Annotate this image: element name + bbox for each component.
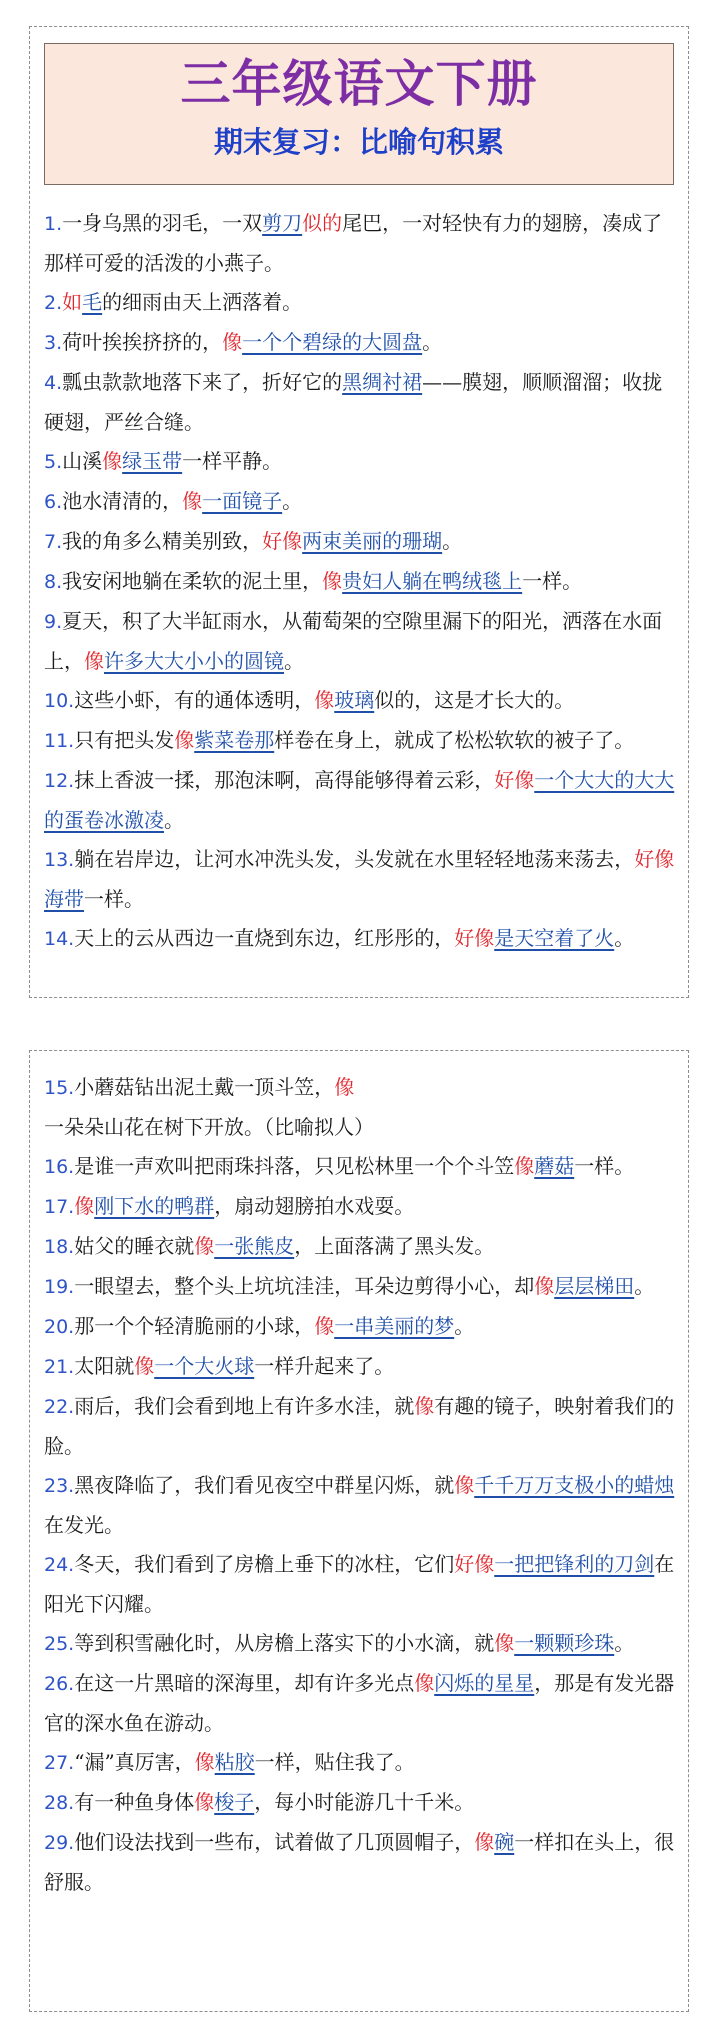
- item-number: 10.: [44, 690, 75, 712]
- sentence-text: 黑夜降临了，我们看见夜空中群星闪烁，就: [74, 1473, 455, 1497]
- item-number: 18.: [44, 1236, 75, 1258]
- sentence-text: “漏”真厉害，: [74, 1750, 195, 1774]
- simile-item: [44, 1347, 680, 1387]
- sentence-text: 池水清清的，: [62, 489, 183, 513]
- sentence-text: 一眼望去，整个头上坑坑洼洼，耳朵边剪得小心，却: [74, 1274, 535, 1298]
- simile-keyword: 像: [194, 1234, 215, 1258]
- sentence-text: 。: [614, 1631, 635, 1655]
- sentence-text: 太阳就: [74, 1354, 135, 1378]
- sentence-text: 一样。: [84, 887, 144, 911]
- simile-vehicle: 一张熊皮: [214, 1234, 295, 1258]
- simile-item: [44, 1545, 680, 1624]
- sentence-text: 尾巴，一对轻快有力的翅膀，凑成了那样可爱的活泼的小燕子。: [44, 211, 663, 275]
- sentence-text: 夏天，积了大半缸雨水，从葡萄架的空隙里漏下的阳光，洒落在水面上，: [44, 609, 663, 673]
- simile-keyword: 似的: [302, 211, 343, 235]
- simile-item: [44, 1147, 680, 1187]
- simile-vehicle: 一把把锋利的刀剑: [494, 1552, 655, 1576]
- simile-list-1: [44, 204, 680, 959]
- simile-vehicle: 黑绸衬裙: [342, 370, 423, 394]
- simile-item: [44, 1267, 680, 1307]
- item-number: 5.: [44, 451, 63, 473]
- item-number: 19.: [44, 1276, 75, 1298]
- simile-keyword: 好像: [262, 529, 303, 553]
- simile-item: [44, 482, 680, 522]
- simile-keyword: 像: [334, 1075, 355, 1099]
- item-number: 22.: [44, 1396, 75, 1418]
- simile-vehicle: 粘胶: [214, 1750, 255, 1774]
- sentence-text: 有一种鱼身体: [74, 1790, 195, 1814]
- sentence-text: ，每小时能游几十千米。: [254, 1790, 475, 1814]
- simile-keyword: 像: [494, 1631, 515, 1655]
- sentence-text: 这些小虾，有的通体透明，: [74, 688, 315, 712]
- sentence-text: 只有把头发: [74, 728, 175, 752]
- simile-vehicle: 一颗颗珍珠: [514, 1631, 615, 1655]
- sentence-text: 我安闲地躺在柔软的泥土里，: [62, 569, 323, 593]
- item-number: 8.: [44, 571, 63, 593]
- simile-item: [44, 522, 680, 562]
- item-number: 20.: [44, 1316, 75, 1338]
- sentence-text: ，那是有发光器官的深水鱼在游动。: [44, 1671, 675, 1735]
- sentence-text: 。: [164, 808, 184, 832]
- item-number: 21.: [44, 1356, 75, 1378]
- sentence-text: 。: [442, 529, 463, 553]
- simile-item: [44, 1783, 680, 1823]
- simile-item: [44, 681, 680, 721]
- simile-vehicle: 一面镜子: [202, 489, 283, 513]
- sentence-text: 在这一片黑暗的深海里，却有许多光点: [74, 1671, 415, 1695]
- simile-item: [44, 1307, 680, 1347]
- item-number: 3.: [44, 332, 63, 354]
- item-number: 17.: [44, 1196, 75, 1218]
- sentence-text: 躺在岩岸边，让河水冲洗头发，头发就在水里轻轻地荡来荡去，: [74, 847, 635, 871]
- simile-vehicle: 紫菜卷那: [194, 728, 275, 752]
- sentence-text: ，扇动翅膀拍水戏耍。: [214, 1194, 415, 1218]
- sentence-text: 是谁一声欢叫把雨珠抖落，只见松林里一个个斗笠: [74, 1154, 515, 1178]
- sentence-text: 一样扣在头上，很舒服。: [44, 1830, 675, 1894]
- sentence-text: 我的角多么精美别致，: [62, 529, 263, 553]
- simile-vehicle: 是天空着了火: [494, 926, 615, 950]
- simile-vehicle: 闪烁的星星: [434, 1671, 535, 1695]
- simile-vehicle: 刚下水的鸭群: [94, 1194, 215, 1218]
- sentence-text: 在发光。: [44, 1513, 124, 1537]
- simile-list-2: [44, 1068, 680, 1902]
- item-number: 6.: [44, 491, 63, 513]
- item-number: 12.: [44, 770, 75, 792]
- sentence-text: 一样平静。: [182, 449, 283, 473]
- item-number: 7.: [44, 531, 63, 553]
- item-number: 26.: [44, 1673, 75, 1695]
- simile-keyword: 像: [514, 1154, 535, 1178]
- simile-keyword: 像: [314, 1314, 335, 1338]
- title-banner: [44, 43, 674, 185]
- simile-item: [44, 363, 680, 442]
- sentence-text: 样卷在身上，就成了松松软软的被子了。: [274, 728, 635, 752]
- page-title: 三年级语文下册: [180, 55, 538, 113]
- item-number: 11.: [44, 730, 75, 752]
- simile-vehicle: 碗: [494, 1830, 515, 1854]
- sentence-text: 一样，贴住我了。: [254, 1750, 415, 1774]
- simile-keyword: 像: [194, 1790, 215, 1814]
- sentence-text: 那一个个轻清脆丽的小球，: [74, 1314, 315, 1338]
- sentence-text: 荷叶挨挨挤挤的，: [62, 330, 223, 354]
- simile-keyword: 像: [414, 1394, 435, 1418]
- simile-item: [44, 1387, 680, 1466]
- sentence-text: 小蘑菇钻出泥土戴一顶斗笠，: [74, 1075, 335, 1099]
- simile-vehicle: 海带: [44, 887, 84, 911]
- sentence-text: 。: [454, 1314, 475, 1338]
- item-number: 24.: [44, 1554, 75, 1576]
- simile-keyword: 像: [322, 569, 343, 593]
- sentence-text: 天上的云从西边一直烧到东边，红彤彤的，: [74, 926, 455, 950]
- worksheet-panel-2: [29, 1050, 689, 2012]
- simile-vehicle: 千千万万支极小的蜡烛: [474, 1473, 675, 1497]
- simile-item: [44, 562, 680, 602]
- sentence-text: 山溪: [62, 449, 103, 473]
- simile-vehicle: 许多大大小小的圆镜: [104, 649, 284, 673]
- simile-vehicle: 绿玉带: [122, 449, 183, 473]
- item-number: 13.: [44, 849, 75, 871]
- item-number: 2.: [44, 292, 63, 314]
- sentence-text: ——膜翅，顺顺溜溜；收拢硬翅，严丝合缝。: [44, 370, 663, 434]
- simile-keyword: 如: [62, 290, 83, 314]
- simile-item: [44, 1187, 680, 1227]
- simile-item: [44, 1227, 680, 1267]
- simile-keyword: 像: [134, 1354, 155, 1378]
- simile-vehicle: 一串美丽的梦: [334, 1314, 455, 1338]
- simile-keyword: 像: [414, 1671, 435, 1695]
- item-number: 28.: [44, 1792, 75, 1814]
- simile-vehicle: 一个个碧绿的大圆盘: [242, 330, 423, 354]
- simile-vehicle: 剪刀: [262, 211, 303, 235]
- page-subtitle: 期末复习：比喻句积累: [213, 125, 504, 159]
- sentence-text: 他们设法找到一些布，试着做了几顶圆帽子，: [74, 1830, 475, 1854]
- item-number: 16.: [44, 1156, 75, 1178]
- simile-item: [44, 1823, 680, 1902]
- sentence-text: 一身乌黑的羽毛，一双: [62, 211, 263, 235]
- simile-keyword: 像: [74, 1194, 95, 1218]
- simile-vehicle: 一个大大的大大的蛋卷冰激凌: [44, 768, 675, 832]
- simile-item: [44, 721, 680, 761]
- sentence-text: 一样。: [574, 1154, 635, 1178]
- item-number: 4.: [44, 372, 63, 394]
- sentence-text: ，上面落满了黑头发。: [294, 1234, 495, 1258]
- simile-vehicle: 贵妇人躺在鸭绒毯上: [342, 569, 523, 593]
- simile-item: [44, 442, 680, 482]
- simile-vehicle: 毛: [82, 290, 103, 314]
- simile-item: [44, 1068, 680, 1147]
- simile-keyword: 好像: [494, 768, 535, 792]
- simile-vehicle: 一个大火球: [154, 1354, 255, 1378]
- sentence-text: 有趣的镜子，映射着我们的脸。: [44, 1394, 675, 1458]
- simile-vehicle: 层层梯田: [554, 1274, 635, 1298]
- sentence-text: 。: [422, 330, 443, 354]
- simile-vehicle: 梭子: [214, 1790, 255, 1814]
- item-number: 27.: [44, 1752, 75, 1774]
- sentence-text: 瓢虫款款地落下来了，折好它的: [62, 370, 343, 394]
- sentence-text: 等到积雪融化时，从房檐上落实下的小水滴，就: [74, 1631, 495, 1655]
- item-number: 29.: [44, 1832, 75, 1854]
- simile-keyword: 好像: [454, 1552, 495, 1576]
- simile-item: [44, 919, 680, 959]
- simile-item: [44, 840, 680, 919]
- simile-vehicle: 两束美丽的珊瑚: [302, 529, 443, 553]
- sentence-text: 。: [284, 649, 304, 673]
- simile-keyword: 像: [454, 1473, 475, 1497]
- item-number: 15.: [44, 1077, 75, 1099]
- sentence-text: 一样。: [522, 569, 583, 593]
- sentence-text: 一样升起来了。: [254, 1354, 395, 1378]
- sentence-text: 姑父的睡衣就: [74, 1234, 195, 1258]
- simile-item: [44, 1743, 680, 1783]
- sentence-text: 似的，这是才长大的。: [374, 688, 575, 712]
- item-number: 9.: [44, 611, 63, 633]
- sentence-text: 。: [614, 926, 635, 950]
- simile-item: [44, 204, 680, 283]
- sentence-text: 抹上香波一揉，那泡沫啊，高得能够得着云彩，: [74, 768, 495, 792]
- simile-keyword: 像: [84, 649, 104, 673]
- simile-item: [44, 1466, 680, 1545]
- simile-item: [44, 761, 680, 840]
- simile-item: [44, 283, 680, 323]
- simile-keyword: 好像: [634, 847, 675, 871]
- simile-item: [44, 602, 680, 681]
- simile-keyword: 像: [194, 1750, 215, 1774]
- simile-keyword: 像: [314, 688, 335, 712]
- sentence-text: 雨后，我们会看到地上有许多水洼，就: [74, 1394, 415, 1418]
- sentence-text: 在阳光下闪耀。: [44, 1552, 675, 1616]
- sentence-text: 冬天，我们看到了房檐上垂下的冰柱，它们: [74, 1552, 455, 1576]
- simile-keyword: 好像: [454, 926, 495, 950]
- simile-vehicle: 蘑菇: [534, 1154, 575, 1178]
- sentence-text: 。: [282, 489, 303, 513]
- sentence-text: 。: [634, 1274, 655, 1298]
- simile-keyword: 像: [102, 449, 123, 473]
- item-number: 25.: [44, 1633, 75, 1655]
- simile-vehicle: 玻璃: [334, 688, 375, 712]
- item-number: 1.: [44, 213, 63, 235]
- simile-keyword: 像: [534, 1274, 555, 1298]
- sentence-text: 一朵朵山花在树下开放。（比喻拟人）: [44, 1115, 374, 1139]
- simile-item: [44, 1664, 680, 1743]
- simile-keyword: 像: [222, 330, 243, 354]
- sentence-text: 的细雨由天上洒落着。: [102, 290, 303, 314]
- simile-item: [44, 1624, 680, 1664]
- item-number: 14.: [44, 928, 75, 950]
- simile-keyword: 像: [182, 489, 203, 513]
- simile-keyword: 像: [174, 728, 195, 752]
- item-number: 23.: [44, 1475, 75, 1497]
- worksheet-panel-1: [29, 26, 689, 998]
- simile-item: [44, 323, 680, 363]
- simile-keyword: 像: [474, 1830, 495, 1854]
